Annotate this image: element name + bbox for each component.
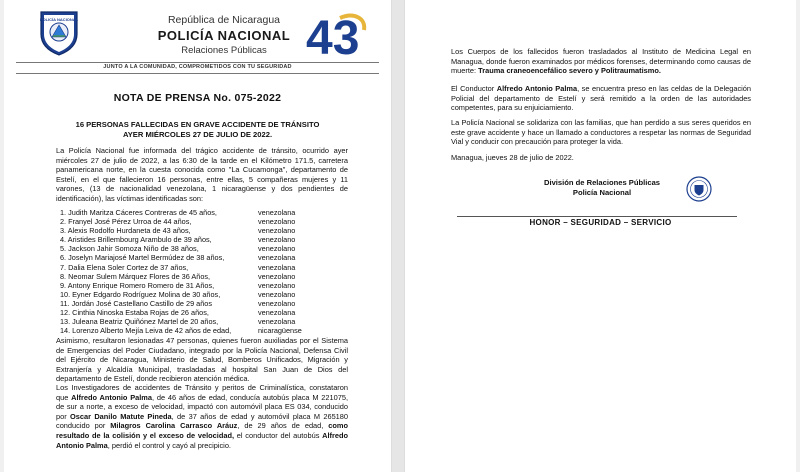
headline-line-1: 16 PERSONAS FALLECIDAS EN GRAVE ACCIDENTE DE TRÁNSITO [75,120,320,129]
motto: JUNTO A LA COMUNIDAD, COMPROMETIDOS CON TU SEGURIDAD [103,64,292,70]
victim-name: 12. Cinthia Ninoska Estaba Rojas de 26 años, [60,308,209,318]
third-driver-name: Milagros Carolina Carrasco Aráuz [110,421,238,431]
page-gap [392,0,404,472]
header-divider-bottom [16,73,379,74]
text-segment: Los Investigadores de accidentes de Tránsito y peritos de Criminalística, constataron que [56,383,348,402]
victim-row [60,253,350,262]
text-segment: Los Cuerpos de los fallecidos fueron trasladados al Instituto de Medicina Legal en Managua, donde fueron examinados por médicos forenses, determinando como causas de muerte: [451,47,751,76]
victim-row [60,299,350,308]
victim-nationality: venezolano [258,244,296,254]
footer-divider [457,216,737,217]
second-driver-name: Oscar Danilo Matute Pineda [70,411,172,421]
institution-name: POLICÍA NACIONAL [157,28,291,43]
victim-name: 5. Jackson Jahir Somoza Niño de 38 años, [60,244,199,254]
victim-nationality: venezolana [258,253,296,263]
victims-list [60,208,350,335]
victim-row [60,308,350,317]
header-divider [16,62,379,63]
document-page-1 [4,0,392,472]
victim-nationality: venezolano [258,235,296,245]
signature-block [527,178,677,198]
victim-name: 10. Eyner Edgardo Rodríguez Molina de 30 años, [60,289,221,299]
victim-row [60,317,350,326]
headline-line-2: AYER MIÉRCOLES 27 DE JULIO DE 2022. [122,130,273,139]
victim-nationality: venezolano [258,298,296,308]
victim-row [60,226,350,235]
victim-name: 3. Alexis Rodolfo Hurdaneta de 43 años, [60,226,191,236]
headline [24,120,371,140]
svg-text:43: 43 [306,12,360,60]
victim-name: 6. Joselyn Mariajosé Martel Bermúdez de 38 años, [60,253,225,263]
victim-row [60,290,350,299]
bodies-paragraph [451,47,751,76]
victim-name: 8. Neomar Sulem Márquez Flores de 36 Años, [60,271,211,281]
driver-name: Alfredo Antonio Palma [56,430,349,450]
victim-row [60,326,350,335]
signature-line-2: Policía Nacional [572,188,632,197]
signature-line-1: División de Relaciones Públicas [543,178,661,187]
solidarity-paragraph: La Policía Nacional se solidariza con las familias, que han perdido a sus seres queridos en este grave accidente y hace un llamado a conductores a respetar las normas de Seguridad Vial y conducir con precaución para proteger la vida. [451,118,751,147]
victim-name: 11. Jordán José Castellano Castillo de 29 años [60,298,212,308]
text-segment: el conductor del autobús [234,430,323,440]
text-segment: , perdió el control y cayó al precipicio. [107,440,231,450]
victim-nationality: venezolana [258,308,296,318]
victim-name: 4. Aristides Brillembourg Arambulo de 39 años, [60,235,212,245]
anniversary-43-logo [306,10,376,60]
cause-of-death: Trauma craneoencefálico severo y Politraumatismo. [478,66,661,76]
victim-row [60,217,350,226]
victim-name: 14. Lorenzo Alberto Mejía Leiva de 42 años de edad, [60,326,232,336]
driver-name: Alfredo Antonio Palma [496,84,578,93]
victim-name: 1. Judith Maritza Cáceres Contreras de 45 años, [60,208,217,217]
victim-name: 13. Juleana Beatriz Quiñónez Martel de 20 años, [60,317,219,327]
document-page-2 [404,0,796,472]
victim-row [60,235,350,244]
victim-nationality: venezolana [258,262,296,272]
text-segment: , de 37 años de edad y automóvil placa M 265180 conducido por [56,411,349,431]
cause-statement: como resultado de la colisión y el exceso de velocidad, [56,421,348,440]
wounded-paragraph: Asimismo, resultaron lesionadas 47 personas, quienes fueron auxiliadas por el Sistema de Emergencias del Poder Ciudadano, integrado por la Policía Nacional, Defensa Civil del Ejército de Nicaragua, Ministerio de Salud, Bomberos Unificados, Migración y Extranjería y Alcaldía Municipal, trasladadas al hospital San Juan de Dios del departamento de Estelí, donde recibieron atención médica. [56,336,348,384]
victim-nationality: nicaragüense [258,326,302,336]
official-seal-icon [686,176,712,202]
letterhead [124,14,324,56]
victim-name: 2. Franyel José Pérez Urroa de 44 años, [60,217,192,227]
text-segment: , de 46 años de edad, conducía autobús placa M 221075, de sur a norte, a exceso de velocidad, impactó con automóvil placa ES 034, conducido por [56,392,348,421]
victim-row [60,244,350,253]
department-label: Relaciones Públicas [181,45,267,56]
investigators-paragraph [56,383,348,450]
victim-nationality: venezolano [258,226,296,236]
victim-nationality: venezolana [258,208,296,217]
republic-label: República de Nicaragua [167,14,281,26]
text-segment: El Conductor [451,84,497,93]
text-segment: , se encuentra preso en las celdas de la Delegación Policial del departamento de Estelí y será remitido a la orden de las autoridades competentes, para su enjuiciamiento. [451,84,752,113]
press-release-title: NOTA DE PRENSA No. 075-2022 [113,92,282,104]
victim-nationality: venezolano [258,289,296,299]
victim-name: 7. Dalia Elena Soler Cortez de 37 años, [60,262,189,272]
svg-text:POLICÍA NACIONAL: POLICÍA NACIONAL [39,17,79,22]
intro-paragraph: La Policía Nacional fue informada del trágico accidente de tránsito, ocurrido ayer miércoles 27 de julio de 2022, a las 6:30 de la tarde en el Kilómetro 171.5, carretera panamericana norte, en la cuesta conocida como "La Cucamonga", departamento de Estelí, en el que fallecieron 16 personas, entre ellas, 5 compañeras mujeres y 11 varones, (13 de nacionalidad venezolana, 1 nicaragüense y dos pendientes de identificación), las víctimas identificadas son: [56,146,348,203]
victim-name: 9. Antony Enrique Romero Romero de 31 Años, [60,280,215,290]
driver-name: Alfredo Antonio Palma [71,392,152,402]
victim-nationality: venezolano [258,217,296,227]
text-segment: , de 29 años de edad, [237,421,329,431]
victim-nationality: venezolano [258,271,296,281]
victim-nationality: venezolano [258,280,296,290]
victim-row [60,208,350,217]
victim-row [60,281,350,290]
footer-motto: HONOR – SEGURIDAD – SERVICIO [529,218,672,227]
victim-row [60,263,350,272]
date-line: Managua, jueves 28 de julio de 2022. [451,153,574,162]
driver-paragraph [451,84,751,113]
victim-row [60,272,350,281]
police-shield-logo [37,8,81,56]
victim-nationality: venezolana [258,317,296,327]
